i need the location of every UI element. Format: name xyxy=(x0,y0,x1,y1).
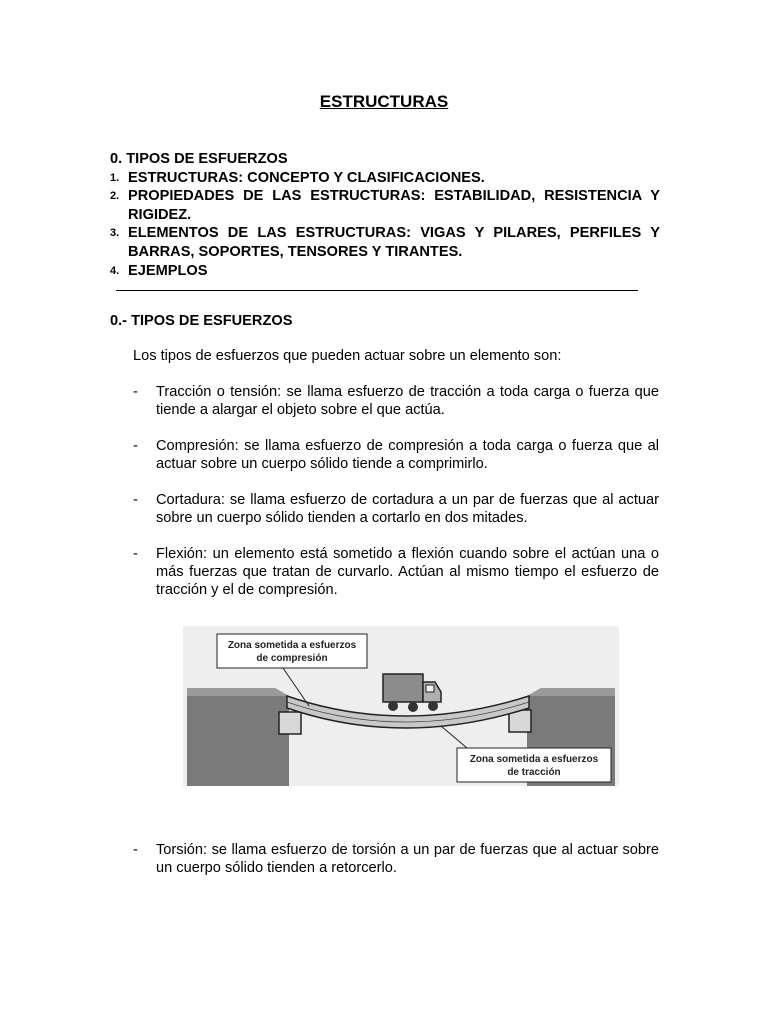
list-item-text: Compresión: se llama esfuerzo de compresión a toda carga o fuerza que al actuar sobre un cuerpo sólido tiende a comprimirlo. xyxy=(156,438,659,473)
toc-item xyxy=(110,187,660,224)
truck-window xyxy=(426,685,434,692)
toc-text: ESTRUCTURAS: CONCEPTO Y CLASIFICACIONES. xyxy=(128,169,485,186)
toc-text: EJEMPLOS xyxy=(128,262,208,279)
compression-label-line1: Zona sometida a esfuerzos xyxy=(227,640,357,651)
section-heading: 0.- TIPOS DE ESFUERZOS xyxy=(110,313,293,329)
toc-item xyxy=(110,224,660,261)
list-item-torsion xyxy=(133,841,659,877)
truck-cargo xyxy=(383,674,423,702)
traction-label-line1: Zona sometida a esfuerzos xyxy=(469,754,599,765)
bullet-dash: - xyxy=(133,492,138,508)
toc-number: 4. xyxy=(110,264,120,277)
bullet-dash: - xyxy=(133,384,138,400)
toc-text: PROPIEDADES DE LAS ESTRUCTURAS: ESTABILIDAD, RESISTENCIA Y RIGIDEZ. xyxy=(128,188,660,223)
bullet-dash: - xyxy=(133,546,138,562)
toc-item xyxy=(110,262,660,281)
right-support-top xyxy=(527,688,615,696)
toc-text xyxy=(110,150,660,169)
list-item-cortadura xyxy=(133,491,659,527)
truck-wheel xyxy=(388,701,398,711)
traction-label-line2: de tracción xyxy=(507,767,561,778)
toc-item xyxy=(110,169,660,188)
toc-item xyxy=(110,150,660,169)
list-item-flexion xyxy=(133,545,659,600)
page-title: ESTRUCTURAS xyxy=(319,92,449,111)
list-item-text: Flexión: un elemento está sometido a flexión cuando sobre el actúan una o más fuerzas que tratan de curvarlo. Actúan al mismo tiempo el esfuerzo de tracción y el de compresión. xyxy=(156,546,659,599)
list-item-compresion xyxy=(133,437,659,473)
left-support xyxy=(187,688,289,786)
list-item-text: Tracción o tensión: se llama esfuerzo de tracción a toda carga o fuerza que tiende a alargar el objeto sobre el que actúa. xyxy=(156,384,659,419)
toc-number: 1. xyxy=(110,171,120,184)
intro-paragraph: Los tipos de esfuerzos que pueden actuar sobre un elemento son: xyxy=(133,348,562,364)
toc-number: 3. xyxy=(110,227,120,240)
truck-wheel xyxy=(408,702,418,712)
left-bearing-block xyxy=(279,712,301,734)
list-item-traccion xyxy=(133,383,659,419)
list-item-text: Torsión: se llama esfuerzo de torsión a un par de fuerzas que al actuar sobre un cuerpo sólido tienden a retorcerlo. xyxy=(156,842,659,877)
flexion-diagram-svg xyxy=(183,626,619,786)
divider-line xyxy=(116,290,638,291)
flexion-diagram xyxy=(183,626,619,786)
list-item-text: Cortadura: se llama esfuerzo de cortadura a un par de fuerzas que al actuar sobre un cuerpo sólido tienden a cortarlo en dos mitades. xyxy=(156,492,659,527)
table-of-contents xyxy=(110,150,660,280)
toc-number-inline: 0. xyxy=(110,151,123,167)
truck-wheel xyxy=(428,701,438,711)
bullet-dash: - xyxy=(133,438,138,454)
left-support-top xyxy=(187,688,289,696)
toc-number: 2. xyxy=(110,190,120,203)
toc-label: TIPOS DE ESFUERZOS xyxy=(126,151,288,167)
bullet-dash: - xyxy=(133,842,138,858)
compression-label-line2: de compresión xyxy=(256,653,328,664)
toc-text: ELEMENTOS DE LAS ESTRUCTURAS: VIGAS Y PILARES, PERFILES Y BARRAS, SOPORTES, TENSORES Y TIRANTES. xyxy=(128,225,660,260)
